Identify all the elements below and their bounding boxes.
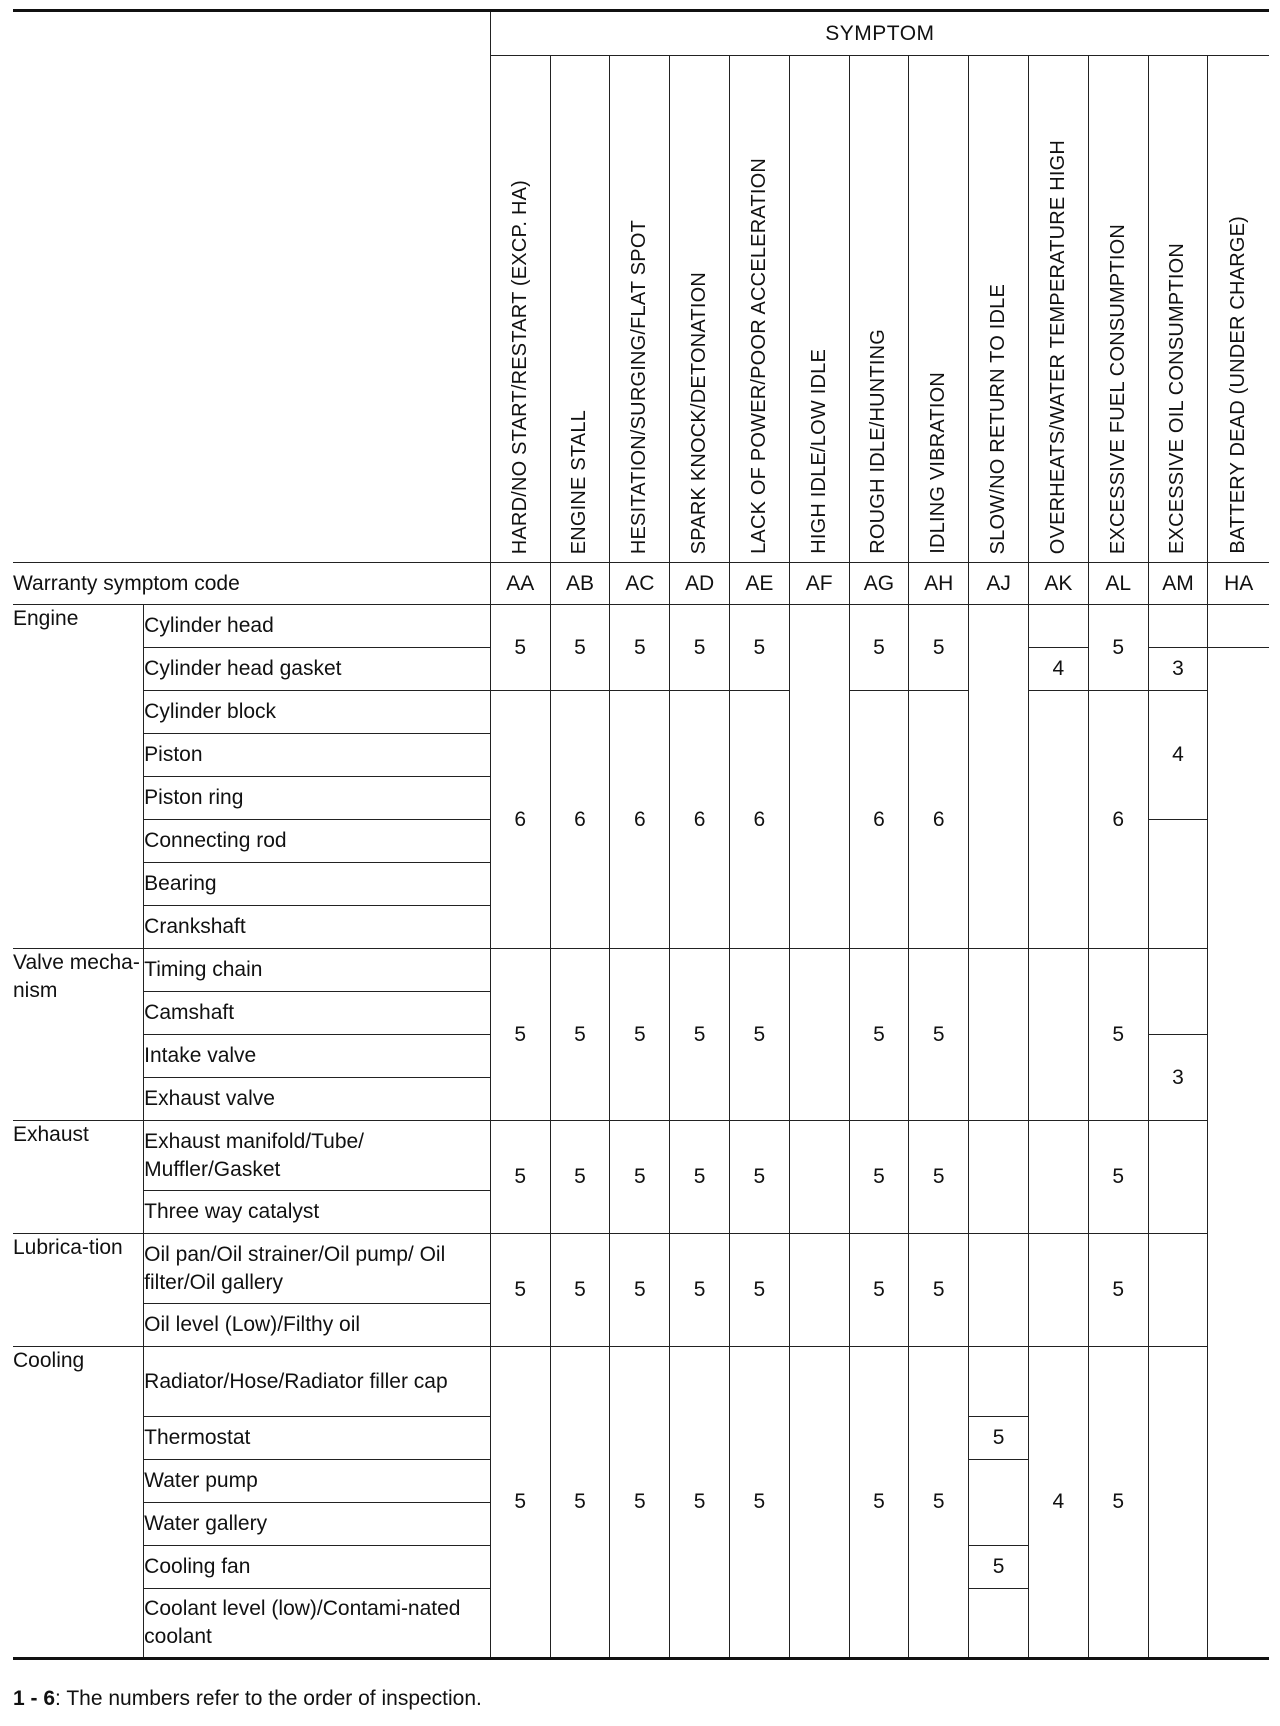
cell-value: 5 — [610, 1121, 670, 1234]
part-bearing: Bearing — [144, 863, 491, 906]
cell-empty — [969, 1121, 1029, 1234]
cell-empty — [1208, 648, 1269, 1659]
symptom-header-ak: OVERHEATS/WATER TEMPERATURE HIGH — [1028, 56, 1088, 563]
code-ha: HA — [1208, 563, 1269, 605]
cell-empty — [1148, 949, 1208, 1035]
part-oil-level: Oil level (Low)/Filthy oil — [144, 1304, 491, 1347]
cell-value: 5 — [670, 605, 730, 691]
cell-value: 5 — [1088, 1121, 1148, 1234]
part-camshaft: Camshaft — [144, 992, 491, 1035]
cell-value: 6 — [909, 691, 969, 949]
symptom-title: SYMPTOM — [490, 11, 1269, 56]
category-exhaust: Exhaust — [13, 1121, 144, 1234]
cell-empty — [969, 605, 1029, 949]
cell-value: 5 — [490, 1347, 550, 1659]
warranty-symptom-code-label: Warranty symptom code — [13, 563, 490, 605]
cell-value: 5 — [670, 1347, 730, 1659]
part-radiator: Radiator/Hose/Radiator filler cap — [144, 1347, 491, 1417]
cell-value: 4 — [1028, 648, 1088, 691]
code-ah: AH — [909, 563, 969, 605]
category-lubrication: Lubrica-tion — [13, 1234, 144, 1347]
part-water-gallery: Water gallery — [144, 1503, 491, 1546]
part-oil-pan: Oil pan/Oil strainer/Oil pump/ Oil filter/Oil gallery — [144, 1234, 491, 1304]
part-connecting-rod: Connecting rod — [144, 820, 491, 863]
cell-empty — [969, 1234, 1029, 1347]
cell-empty — [969, 1347, 1029, 1417]
cell-empty — [1028, 605, 1088, 648]
cell-value: 5 — [670, 1234, 730, 1347]
symptom-header-aa: HARD/NO START/RESTART (EXCP. HA) — [490, 56, 550, 563]
category-cooling: Cooling — [13, 1347, 144, 1659]
cell-empty — [1148, 1234, 1208, 1347]
cell-value: 5 — [490, 605, 550, 691]
cell-empty — [1028, 1121, 1088, 1234]
cell-value: 5 — [849, 1347, 909, 1659]
cell-value: 5 — [849, 1121, 909, 1234]
symptom-header-am: EXCESSIVE OIL CONSUMPTION — [1148, 56, 1208, 563]
cell-value: 5 — [550, 1234, 610, 1347]
cell-empty — [1028, 691, 1088, 949]
cell-value: 3 — [1148, 648, 1208, 691]
code-ag: AG — [849, 563, 909, 605]
code-ab: AB — [550, 563, 610, 605]
symptom-header-af: HIGH IDLE/LOW IDLE — [789, 56, 849, 563]
cell-value: 6 — [550, 691, 610, 949]
cell-value: 3 — [1148, 1035, 1208, 1121]
cell-value: 5 — [969, 1546, 1029, 1589]
symptom-header-aj: SLOW/NO RETURN TO IDLE — [969, 56, 1029, 563]
cell-value: 5 — [490, 949, 550, 1121]
cell-value: 5 — [610, 1347, 670, 1659]
cell-value: 6 — [729, 691, 789, 949]
code-ak: AK — [1028, 563, 1088, 605]
footnote-text: : The numbers refer to the order of inspection. — [55, 1687, 482, 1710]
cell-value: 5 — [490, 1234, 550, 1347]
cell-value: 5 — [849, 949, 909, 1121]
cell-empty — [1148, 820, 1208, 949]
part-cylinder-block: Cylinder block — [144, 691, 491, 734]
cell-value: 5 — [1088, 1234, 1148, 1347]
cell-value: 4 — [1028, 1347, 1088, 1659]
symptom-header-ah: IDLING VIBRATION — [909, 56, 969, 563]
part-crankshaft: Crankshaft — [144, 906, 491, 949]
cell-empty — [789, 605, 849, 949]
cell-value: 5 — [849, 605, 909, 691]
cell-value: 5 — [729, 949, 789, 1121]
cell-empty — [1148, 605, 1208, 648]
part-exhaust-valve: Exhaust valve — [144, 1078, 491, 1121]
cell-empty — [1028, 949, 1088, 1121]
cell-value: 5 — [490, 1121, 550, 1234]
code-af: AF — [789, 563, 849, 605]
cell-empty — [1148, 1121, 1208, 1234]
part-three-way-catalyst: Three way catalyst — [144, 1191, 491, 1234]
header-blank-corner — [13, 11, 490, 563]
symptom-header-ad: SPARK KNOCK/DETONATION — [670, 56, 730, 563]
cell-empty — [789, 1347, 849, 1659]
part-coolant-level: Coolant level (low)/Contami-nated coolant — [144, 1589, 491, 1659]
cell-value: 5 — [729, 1234, 789, 1347]
symptom-header-ae: LACK OF POWER/POOR ACCELERATION — [729, 56, 789, 563]
symptom-header-ac: HESITATION/SURGING/FLAT SPOT — [610, 56, 670, 563]
cell-value: 6 — [490, 691, 550, 949]
cell-value: 5 — [909, 605, 969, 691]
code-am: AM — [1148, 563, 1208, 605]
part-cooling-fan: Cooling fan — [144, 1546, 491, 1589]
symptom-header-ab: ENGINE STALL — [550, 56, 610, 563]
code-ae: AE — [729, 563, 789, 605]
cell-value: 6 — [610, 691, 670, 949]
code-al: AL — [1088, 563, 1148, 605]
category-engine: Engine — [13, 605, 144, 949]
cell-value: 5 — [550, 1121, 610, 1234]
cell-value: 6 — [1088, 691, 1148, 949]
part-thermostat: Thermostat — [144, 1417, 491, 1460]
cell-value: 5 — [729, 605, 789, 691]
part-piston-ring: Piston ring — [144, 777, 491, 820]
part-timing-chain: Timing chain — [144, 949, 491, 992]
symptom-inspection-table — [13, 9, 1269, 1660]
cell-value: 5 — [1088, 605, 1148, 691]
cell-value: 5 — [849, 1234, 909, 1347]
symptom-header-ha: BATTERY DEAD (UNDER CHARGE) — [1208, 56, 1269, 563]
cell-value: 5 — [909, 1347, 969, 1659]
symptom-header-al: EXCESSIVE FUEL CONSUMPTION — [1088, 56, 1148, 563]
cell-value: 5 — [550, 605, 610, 691]
cell-empty — [969, 1589, 1029, 1659]
cell-empty — [969, 949, 1029, 1121]
cell-value: 5 — [729, 1121, 789, 1234]
cell-empty — [969, 1460, 1029, 1546]
code-aj: AJ — [969, 563, 1029, 605]
cell-empty — [1028, 1234, 1088, 1347]
code-ac: AC — [610, 563, 670, 605]
cell-empty — [1148, 1347, 1208, 1659]
cell-empty — [789, 1234, 849, 1347]
cell-value: 5 — [550, 949, 610, 1121]
cell-empty — [789, 949, 849, 1121]
part-intake-valve: Intake valve — [144, 1035, 491, 1078]
footnote — [13, 1687, 482, 1711]
footnote-range: 1 - 6 — [13, 1687, 56, 1710]
cell-value: 5 — [610, 1234, 670, 1347]
code-aa: AA — [490, 563, 550, 605]
part-cylinder-head-gasket: Cylinder head gasket — [144, 648, 491, 691]
cell-value: 5 — [969, 1417, 1029, 1460]
part-cylinder-head: Cylinder head — [144, 605, 491, 648]
cell-value: 5 — [909, 1121, 969, 1234]
cell-value: 5 — [909, 949, 969, 1121]
part-piston: Piston — [144, 734, 491, 777]
cell-empty — [1208, 605, 1269, 648]
cell-value: 5 — [670, 949, 730, 1121]
code-ad: AD — [670, 563, 730, 605]
cell-value: 5 — [1088, 1347, 1148, 1659]
cell-value: 5 — [729, 1347, 789, 1659]
symptom-header-ag: ROUGH IDLE/HUNTING — [849, 56, 909, 563]
cell-empty — [789, 1121, 849, 1234]
category-valve-mechanism: Valve mecha-nism — [13, 949, 144, 1121]
cell-value: 5 — [909, 1234, 969, 1347]
cell-value: 5 — [610, 949, 670, 1121]
cell-value: 5 — [550, 1347, 610, 1659]
part-exhaust-manifold: Exhaust manifold/Tube/ Muffler/Gasket — [144, 1121, 491, 1191]
cell-value: 5 — [670, 1121, 730, 1234]
cell-value: 5 — [610, 605, 670, 691]
cell-value: 5 — [1088, 949, 1148, 1121]
part-water-pump: Water pump — [144, 1460, 491, 1503]
cell-value: 6 — [670, 691, 730, 949]
cell-value: 4 — [1148, 691, 1208, 820]
cell-value: 6 — [849, 691, 909, 949]
